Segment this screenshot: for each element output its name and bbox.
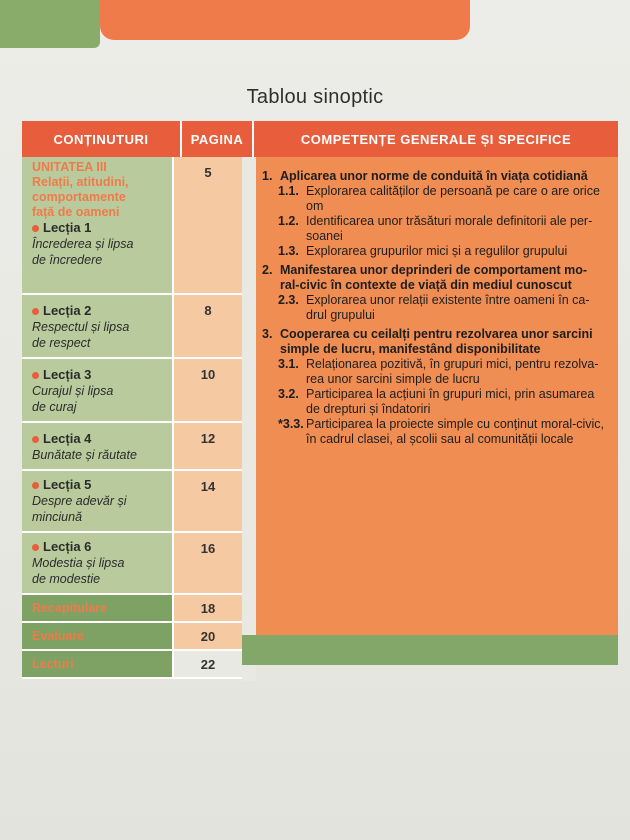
page-title: Tablou sinoptic [246, 86, 384, 108]
unit-title [32, 160, 164, 220]
lesson-desc: de respect [32, 336, 91, 350]
page-cell: 10 [172, 359, 242, 423]
specific-competence [278, 214, 610, 244]
specific-competence [278, 244, 610, 259]
readings-cell: Lecturi [22, 651, 172, 679]
competence-text: Aplicarea unor norme de conduită în viața cotidiană [280, 169, 588, 183]
lesson-label: Lecția 4 [43, 431, 92, 446]
specific-code: 1.3. [278, 244, 299, 258]
unit-lesson1-cell [22, 157, 172, 295]
page-cell: 5 [172, 157, 242, 295]
lesson-label: Lecția 2 [43, 303, 92, 318]
page-cell: 8 [172, 295, 242, 359]
lesson-cell [22, 423, 172, 471]
specific-text: Identificarea unor trăsături morale definitorii ale per- [306, 214, 593, 228]
unit-title-line: Relații, atitudini, [32, 175, 129, 189]
specific-text: Participarea la acțiuni în grupuri mici, prin asumarea [306, 387, 595, 401]
lesson-desc: Curajul și lipsa [32, 384, 114, 398]
bottom-green-bar [242, 635, 618, 665]
lesson-cell [22, 359, 172, 423]
lesson-cell [22, 295, 172, 359]
lesson-desc: de curaj [32, 400, 77, 414]
lesson-label: Lecția 3 [43, 367, 92, 382]
decorative-green-tab [0, 0, 100, 48]
competence-text: Cooperarea cu ceilalți pentru rezolvarea unor sarcini [280, 327, 593, 341]
lesson-desc: de încredere [32, 253, 103, 267]
lesson-label: Lecția 1 [43, 220, 92, 235]
specific-competence [278, 357, 610, 387]
specific-text: Explorarea grupurilor mici și a regulilor grupului [306, 244, 568, 258]
lesson-label: Lecția 6 [43, 539, 92, 554]
competence-text: simple de lucru, manifestând disponibilitate [280, 342, 541, 356]
lesson-name [32, 539, 164, 555]
competence-text: ral-civic în contexte de viață din mediul cunoscut [280, 278, 572, 292]
lesson-desc: minciună [32, 510, 83, 524]
specific-code: 3.1. [278, 357, 299, 371]
lesson-name [32, 367, 164, 383]
specific-text: Participarea la proiecte simple cu conținut moral-civic, [306, 417, 605, 431]
specific-text: rea unor sarcini simple de lucru [306, 372, 480, 386]
specific-competence [278, 387, 610, 417]
lesson-name [32, 220, 164, 236]
page-cell: 16 [172, 533, 242, 595]
bullet-icon [32, 372, 39, 379]
competence-number: 3. [262, 327, 273, 341]
specific-text: în cadrul clasei, al școlii sau al comunității locale [306, 432, 574, 446]
specific-competence [278, 293, 610, 323]
competence-number: 1. [262, 169, 273, 183]
specific-code: 2.3. [278, 293, 299, 307]
specific-text: drul grupului [306, 308, 375, 322]
lesson-name [32, 303, 164, 319]
lesson-desc: Modestia și lipsa [32, 556, 125, 570]
specific-text: om [306, 199, 324, 213]
specific-competence [278, 417, 610, 447]
evaluation-cell: Evaluare [22, 623, 172, 651]
page-cell: 20 [172, 623, 242, 651]
lesson-desc: Bunătate și răutate [32, 448, 137, 462]
decorative-orange-band [100, 0, 470, 40]
unit-title-line: UNITATEA III [32, 160, 107, 174]
lesson-desc: de modestie [32, 572, 101, 586]
lesson-name [32, 431, 164, 447]
unit-title-line: față de oameni [32, 205, 120, 219]
competence-number: 2. [262, 263, 273, 277]
bullet-icon [32, 544, 39, 551]
synoptic-table [22, 121, 618, 681]
bullet-icon [32, 308, 39, 315]
specific-text: de drepturi și îndatoriri [306, 402, 431, 416]
column-gap [242, 157, 256, 681]
header-competences: COMPETENȚE GENERALE ȘI SPECIFICE [254, 121, 618, 157]
page-cell: 14 [172, 471, 242, 533]
lesson-cell [22, 533, 172, 595]
competence-text: Manifestarea unor deprinderi de comportament mo- [280, 263, 587, 277]
specific-text: Explorarea calităților de persoană pe care o are orice [306, 184, 600, 198]
competences-cell [256, 157, 618, 649]
general-competence [262, 169, 610, 184]
lesson-label: Lecția 5 [43, 477, 92, 492]
bullet-icon [32, 436, 39, 443]
page-cell: 22 [172, 651, 242, 679]
header-page: PAGINA [182, 121, 254, 157]
specific-code: 3.2. [278, 387, 299, 401]
general-competence [262, 327, 610, 357]
lesson-name [32, 477, 164, 493]
lesson-desc: Respectul și lipsa [32, 320, 130, 334]
recap-cell: Recapitulare [22, 595, 172, 623]
page-cell: 12 [172, 423, 242, 471]
bullet-icon [32, 482, 39, 489]
lesson-desc: Încrederea și lipsa [32, 237, 134, 251]
specific-code: *3.3. [278, 417, 304, 431]
lesson-desc: Despre adevăr și [32, 494, 127, 508]
general-competence [262, 263, 610, 293]
specific-code: 1.2. [278, 214, 299, 228]
bullet-icon [32, 225, 39, 232]
specific-text: soanei [306, 229, 343, 243]
unit-title-line: comportamente [32, 190, 126, 204]
specific-competence [278, 184, 610, 214]
specific-code: 1.1. [278, 184, 299, 198]
lesson-cell [22, 471, 172, 533]
header-content: CONȚINUTURI [22, 121, 182, 157]
page-cell: 18 [172, 595, 242, 623]
specific-text: Relaționarea pozitivă, în grupuri mici, pentru rezolva- [306, 357, 599, 371]
specific-text: Explorarea unor relații existente între oameni în ca- [306, 293, 590, 307]
